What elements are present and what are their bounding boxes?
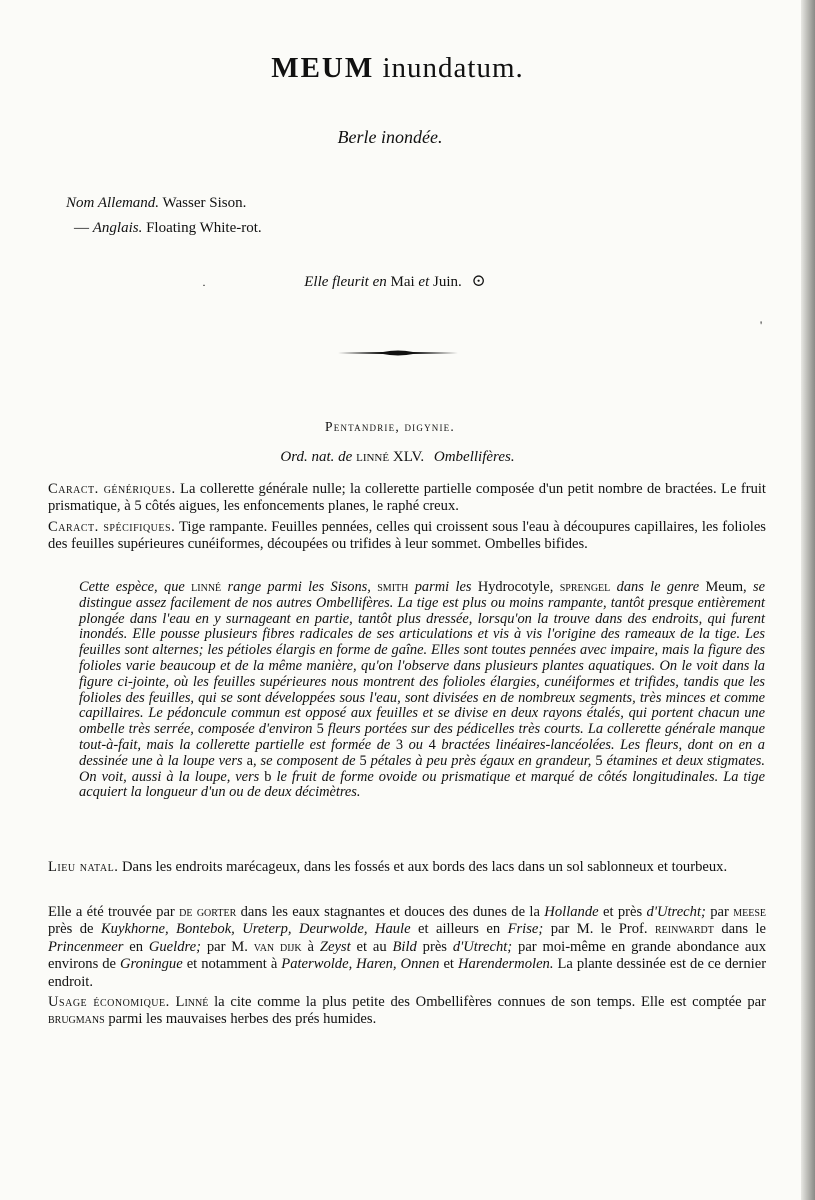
obs-text: étamines et deux stigmates. On voit, aussi à la loupe, vers: [79, 752, 765, 785]
flowering-month-a: Mai: [390, 274, 415, 290]
english-dash: —: [74, 220, 89, 236]
english-value: Floating White-rot.: [146, 220, 262, 236]
obs-text: ou: [408, 736, 423, 753]
obs-text: parmi les: [414, 579, 472, 595]
obs-text: range parmi les Sisons,: [227, 579, 371, 595]
loc-place: Paterwolde, Haren, Onnen: [281, 956, 440, 973]
loc-text: La plante dessinée est de ce dernier endroit.: [48, 956, 767, 990]
generic-label: Caract. génériques.: [48, 481, 176, 497]
usage-author: brugmans: [48, 1011, 105, 1028]
english-label: Anglais.: [92, 220, 143, 236]
specific-label: Caract. spécifiques.: [48, 519, 176, 535]
flowering-lead: Elle fleurit: [304, 274, 369, 290]
loc-place: d'Utrecht;: [646, 904, 706, 920]
stray-tick-mark: ': [760, 318, 763, 332]
title-species: inundatum.: [382, 52, 524, 84]
loc-place: Groningue: [120, 956, 183, 973]
specific-characters: [48, 519, 766, 554]
loc-place: d'Utrecht;: [452, 938, 513, 955]
flowering-en: en: [372, 274, 387, 290]
order-family: Ombellifères.: [433, 449, 515, 465]
generic-text: La collerette générale nulle; la collerette partielle composée d'un petit nombre de bractées. Le fruit prismatique, à 5 côtés aigues, les enfoncements planes, le raphé creux.: [48, 481, 766, 515]
obs-text: se composent de: [260, 752, 356, 769]
usage-paragraph: [48, 994, 766, 1029]
loc-text: et notamment à: [186, 956, 278, 973]
obs-genus: Meum,: [705, 579, 747, 595]
specific-text: Tige rampante. Feuilles pennées, celles qui croissent sous l'eau à découpures capillaires, les folioles des feuilles supérieures cunéiformes, découpées ou trifides à leur sommet. Ombelles bifides.: [48, 519, 766, 553]
page-title: [0, 52, 795, 85]
obs-author: smith: [377, 579, 409, 595]
obs-author: sprengel: [559, 579, 611, 595]
obs-figure-ref: b: [264, 768, 272, 785]
loc-text: dans les eaux stagnantes et douces des dunes de la: [240, 904, 540, 920]
habitat-text: Dans les endroits marécageux, dans les fossés et aux bords des lacs dans un sol sablonneux et tourbeux.: [122, 859, 728, 875]
usage-label: Usage économique.: [48, 994, 170, 1010]
loc-text: et au: [356, 938, 387, 955]
order-prefix: Ord. nat. de: [280, 449, 353, 465]
obs-text: fleurs portées sur des pédicelles très courts. La collerette générale manque tout-à-fait, mais la collerette partielle est formée de: [79, 721, 765, 753]
obs-text: Cette espèce, que: [79, 579, 185, 595]
obs-figure-ref: a,: [246, 752, 257, 769]
flowering-et: et: [418, 274, 430, 290]
obs-number: 4: [428, 736, 436, 753]
loc-author: meese: [733, 904, 767, 920]
loc-author: reinwardt: [654, 921, 714, 938]
loc-place: Bild: [392, 938, 417, 955]
loc-text: par M. le Prof.: [550, 921, 648, 938]
loc-author: van dijk: [253, 938, 302, 955]
loc-text: et: [443, 956, 454, 973]
obs-number: 5: [595, 752, 603, 769]
usage-text: la cite comme la plus petite des Ombellifères connues de son temps. Elle est comptée par: [214, 994, 767, 1010]
obs-genus: Hydrocotyle,: [477, 579, 554, 595]
loc-author: de gorter: [179, 904, 237, 920]
loc-place: Harendermolen.: [457, 956, 554, 973]
german-value: Wasser Sison.: [162, 195, 247, 211]
obs-number: 5: [316, 721, 324, 738]
loc-text: dans le: [721, 921, 767, 938]
loc-place: Frise;: [507, 921, 544, 938]
flowering-time: [0, 271, 790, 291]
loc-text: près: [422, 938, 447, 955]
generic-characters: [48, 481, 766, 516]
flowering-month-b: Juin.: [432, 274, 462, 290]
obs-text: dans le genre: [616, 579, 700, 595]
stray-dot-mark: ·: [202, 278, 206, 292]
vernacular-names: [66, 191, 262, 241]
loc-place: Zeyst: [319, 938, 351, 955]
obs-text: le fruit de forme ovoide ou prismatique et marqué de côtés longitudinales. La tige acquiert la longueur d'un ou de deux décimètres.: [79, 768, 765, 801]
observation-paragraph: [79, 580, 765, 801]
loc-text: à: [307, 938, 314, 955]
habitat-paragraph: [48, 859, 766, 876]
annual-symbol-icon: ⊙: [471, 271, 486, 290]
loc-text: par M.: [206, 938, 248, 955]
localities-paragraph: [48, 904, 766, 991]
obs-text: se distingue assez facilement de nos autres Ombellifères. La tige est plus ou moins rampante, tantôt presque entièrement plongée dans l'eau en y surnageant en partie, tantôt plus dressée, lorsqu'on la trouve dans des endroits, qui furent inondés. Elle pousse plusieurs fibres radicales de ses articulations et vis à vis l'origine des rameaux de la tige. Les feuilles sont alternes; les pétioles élargis en forme de gaîne. Elles sont toutes pennées avec impaire, mais la figure des folioles varie beaucoup et de la même manière, qu'on l'observe dans plusieurs plantes aquatiques. On le voit dans la figure ci-jointe, où les feuilles supérieures nous montrent des folioles élargies, cunéiformes et trifides, tandis que les folioles des feuilles, qui se sont développées sous l'eau, sont divisées en de nombreux segments, très minces et comme capillaires. Le pédoncule commun est opposé aux feuilles et se divise en deux rayons étalés, qui portent chacun une ombelle très serrée, composée d'environ: [79, 579, 766, 738]
english-name-row: [66, 216, 262, 241]
loc-text: Elle a été trouvée par: [48, 904, 175, 920]
loc-place: Gueldre;: [148, 938, 201, 955]
loc-text: près de: [48, 921, 94, 938]
linnaean-class: [0, 419, 780, 435]
order-numeral: XLV.: [392, 449, 425, 465]
title-genus: MEUM: [271, 52, 375, 84]
obs-number: 5: [359, 752, 367, 769]
french-name: Berle inondée.: [337, 127, 443, 147]
loc-text: par moi-même en grande abondance aux environs de: [48, 938, 766, 973]
natural-order: [0, 449, 795, 466]
german-label: Nom Allemand.: [66, 195, 160, 211]
class-text: Pentandrie, digynie.: [325, 419, 455, 434]
obs-text: pétales à peu près égaux en grandeur,: [370, 752, 592, 769]
loc-place: Kuykhorne, Bontebok, Ureterp, Deurwolde, Haule: [100, 921, 411, 938]
usage-author: Linné: [175, 994, 209, 1010]
usage-text: parmi les mauvaises herbes des prés humides.: [108, 1011, 377, 1028]
loc-text: et ailleurs en: [418, 921, 501, 938]
obs-author: linné: [191, 579, 222, 595]
loc-text: par: [710, 904, 729, 920]
loc-text: et près: [602, 904, 643, 920]
habitat-label: Lieu natal.: [48, 859, 119, 875]
order-author: linné: [356, 449, 390, 465]
obs-number: 3: [395, 736, 404, 753]
divider-ornament: [338, 349, 458, 357]
german-name-row: [66, 191, 262, 216]
loc-place: Hollande: [544, 904, 599, 920]
loc-place: Princenmeer: [48, 938, 124, 955]
loc-text: en: [129, 938, 143, 955]
obs-text: bractées linéaires-lancéolées. Les fleurs, dont on en a dessinée une à la loupe vers: [79, 736, 765, 769]
